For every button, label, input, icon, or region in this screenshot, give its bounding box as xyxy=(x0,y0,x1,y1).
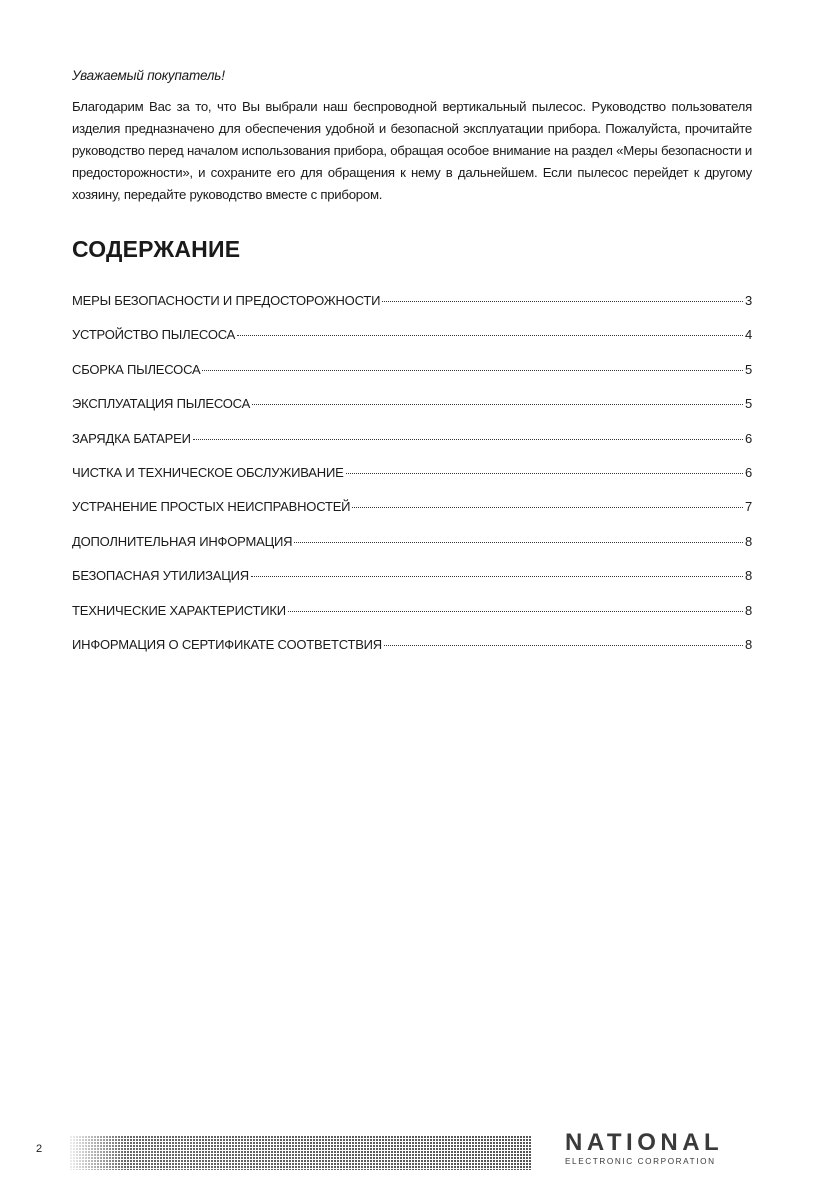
toc-leader-dots xyxy=(352,507,743,508)
national-logo xyxy=(565,1131,768,1167)
toc-item-label: УСТРОЙСТВО ПЫЛЕСОСА xyxy=(72,327,236,343)
toc-leader-dots xyxy=(382,301,743,302)
decorative-pattern-bar xyxy=(70,1136,532,1170)
toc-item-page: 6 xyxy=(744,464,752,480)
toc-leader-dots xyxy=(202,370,743,371)
toc-item-page: 6 xyxy=(744,430,752,446)
toc-item-page: 8 xyxy=(744,636,752,652)
toc-leader-dots xyxy=(252,404,743,405)
toc-leader-dots xyxy=(193,439,743,440)
toc-item[interactable] xyxy=(72,637,752,671)
toc-item-label: ЗАРЯДКА БАТАРЕИ xyxy=(72,430,191,446)
toc-item-label: ЭКСПЛУАТАЦИЯ ПЫЛЕСОСА xyxy=(72,396,251,412)
toc-item-label: МЕРЫ БЕЗОПАСНОСТИ И ПРЕДОСТОРОЖНОСТИ xyxy=(72,293,381,308)
toc-item-label: ДОПОЛНИТЕЛЬНАЯ ИНФОРМАЦИЯ xyxy=(72,533,293,549)
toc-leader-dots xyxy=(251,576,743,577)
toc-item-label: ИНФОРМАЦИЯ О СЕРТИФИКАТЕ СООТВЕТСТВИЯ xyxy=(72,636,382,652)
toc-leader-dots xyxy=(346,473,743,474)
toc-item-page: 5 xyxy=(744,361,752,377)
toc-item[interactable] xyxy=(72,293,752,327)
toc-item-label: ЧИСТКА И ТЕХНИЧЕСКОЕ ОБСЛУЖИВАНИЕ xyxy=(72,464,344,480)
toc-item[interactable] xyxy=(72,362,752,396)
toc-item-label: БЕЗОПАСНАЯ УТИЛИЗАЦИЯ xyxy=(72,568,250,584)
toc-item[interactable] xyxy=(72,534,752,568)
toc-item-page: 4 xyxy=(744,327,752,343)
toc-leader-dots xyxy=(288,611,743,612)
toc-item-label: ТЕХНИЧЕСКИЕ ХАРАКТЕРИСТИКИ xyxy=(72,602,286,618)
toc-item[interactable] xyxy=(72,396,752,430)
toc-item-page: 5 xyxy=(744,396,752,412)
logo-sub-text: ELECTRONIC CORPORATION xyxy=(565,1157,716,1166)
toc-item-page: 3 xyxy=(744,293,752,308)
toc-item-page: 8 xyxy=(744,568,752,584)
toc-item[interactable] xyxy=(72,568,752,602)
page-number: 2 xyxy=(36,1143,43,1155)
toc-item-page: 8 xyxy=(744,602,752,618)
table-of-contents xyxy=(72,293,752,671)
intro-paragraph: Благодарим Вас за то, что Вы выбрали наш беспроводной вертикальный пылесос. Руководство пользователя изделия предназначено для обеспечения удобной и безопасной эксплуатации прибора. Пожалуйста, прочитайте руководство перед началом использования прибора, обращая особое внимание на раздел «Меры безопасности и предосторожности», и сохраните его для обращения к нему в дальнейшем. Если пылесос перейдет к другому хозяину, передайте руководство вместе с прибором. xyxy=(72,99,752,202)
toc-item-page: 7 xyxy=(744,499,752,515)
toc-item[interactable] xyxy=(72,431,752,465)
greeting: Уважаемый покупатель! xyxy=(72,68,225,83)
toc-leader-dots xyxy=(237,335,743,336)
toc-item[interactable] xyxy=(72,465,752,499)
toc-item[interactable] xyxy=(72,327,752,361)
toc-item-label: СБОРКА ПЫЛЕСОСА xyxy=(72,361,201,377)
toc-item-label: УСТРАНЕНИЕ ПРОСТЫХ НЕИСПРАВНОСТЕЙ xyxy=(72,499,351,515)
toc-item-page: 8 xyxy=(744,533,752,549)
toc-title: СОДЕРЖАНИЕ xyxy=(72,236,241,262)
toc-item[interactable] xyxy=(72,499,752,533)
toc-leader-dots xyxy=(384,645,743,646)
toc-item[interactable] xyxy=(72,603,752,637)
logo-main-text: NATIONAL xyxy=(565,1129,724,1156)
toc-leader-dots xyxy=(294,542,743,543)
